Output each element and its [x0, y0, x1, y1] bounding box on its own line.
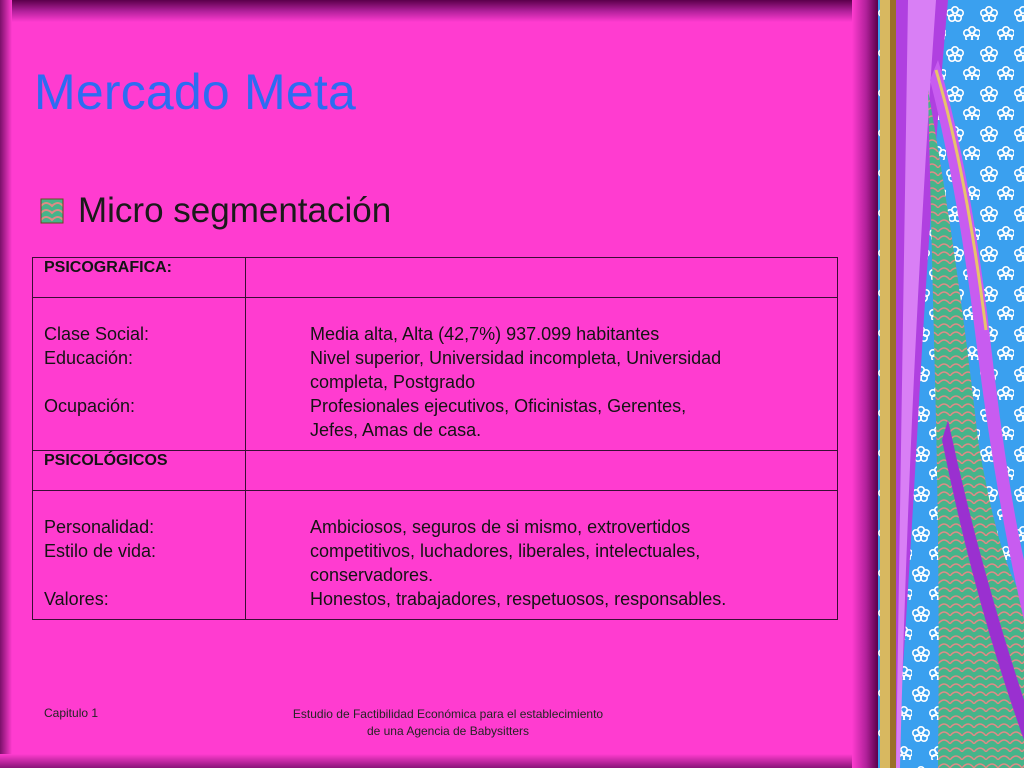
row-label: Estilo de vida:: [44, 541, 157, 561]
section-header: PSICOLÓGICOS: [33, 451, 246, 491]
bullet-text: Micro segmentación: [78, 191, 392, 230]
row-value: competitivos, luchadores, liberales, intelectuales,: [310, 541, 701, 561]
row-label: [44, 563, 244, 587]
footer-line: Estudio de Factibilidad Económica para el establecimiento: [292, 707, 604, 721]
row-value: Jefes, Amas de casa.: [310, 420, 482, 440]
row-label: Valores:: [44, 589, 109, 609]
values-cell: [246, 491, 838, 620]
footer-description: [250, 706, 646, 740]
row-value: Profesionales ejecutivos, Oficinistas, Gerentes,: [310, 396, 687, 416]
header-empty-cell: [246, 451, 838, 491]
frame-left-shade: [0, 0, 12, 768]
row-value: completa, Postgrado: [310, 372, 476, 392]
frame-bottom-shade: [0, 754, 878, 768]
section-header: PSICOGRAFICA:: [33, 258, 246, 298]
row-label: [44, 370, 244, 394]
row-value: Honestos, trabajadores, respetuosos, responsables.: [310, 589, 727, 609]
row-value: Media alta, Alta (42,7%) 937.099 habitantes: [310, 324, 660, 344]
row-label: Educación:: [44, 348, 134, 368]
bullet-item: [40, 186, 391, 236]
slide-title: Mercado Meta: [34, 64, 356, 120]
floral-drape-image: [878, 0, 1024, 768]
row-value: Nivel superior, Universidad incompleta, Universidad: [310, 348, 722, 368]
row-label: [44, 418, 244, 442]
patterned-square-bullet-icon: [40, 198, 64, 224]
table-row: [33, 491, 838, 620]
row-label: Personalidad:: [44, 517, 155, 537]
segmentation-table: [32, 257, 838, 620]
row-label: Ocupación:: [44, 396, 136, 416]
labels-cell: [33, 298, 246, 451]
row-label: Clase Social:: [44, 324, 150, 344]
row-value: conservadores.: [310, 565, 434, 585]
row-value: Ambiciosos, seguros de si mismo, extrovertidos: [310, 517, 691, 537]
decorative-side-panel: [878, 0, 1024, 768]
table-row: [33, 298, 838, 451]
header-empty-cell: [246, 258, 838, 298]
values-cell: [246, 298, 838, 451]
labels-cell: [33, 491, 246, 620]
footer-chapter: Capitulo 1: [44, 706, 99, 720]
table-header-row: [33, 451, 838, 491]
table-header-row: [33, 258, 838, 298]
footer-line: de una Agencia de Babysitters: [366, 724, 530, 738]
